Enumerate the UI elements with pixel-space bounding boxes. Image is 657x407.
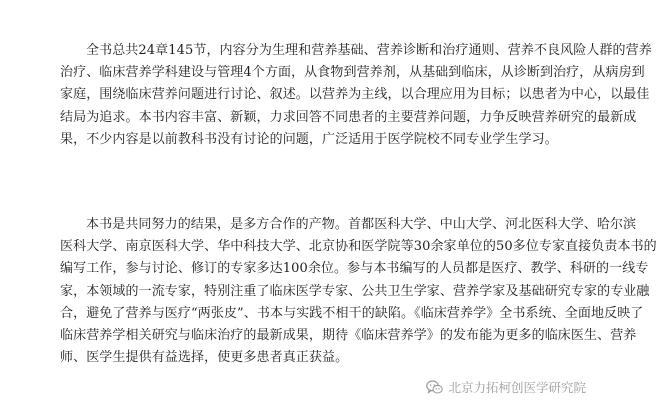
paragraph-contributors xyxy=(60,214,657,369)
paragraph-line: 家，本领域的一流专家，特别注重了临床医学专家、公共卫生学家、营养学家及基础研究专家的专业融 xyxy=(60,283,650,299)
watermark-text: 北京力拓柯创医学研究院 xyxy=(448,380,586,395)
paragraph-line: 临床营养学相关研究与临床治疗的最新成果，期待《临床营养学》的发布能为更多的临床医生、营养 xyxy=(60,328,637,344)
paragraph-line: 师、医学生提供有益选择，使更多患者真正获益。 xyxy=(60,350,349,366)
paragraph-line: 全书总共24章145节，内容分为生理和营养基础、营养诊断和治疗通则、营养不良风险人群的营养 xyxy=(86,43,652,58)
paragraph-line: 家庭，围绕临床营养问题进行讨论、叙述。以营养为主线，以合理应用为目标；以患者为中心，以最佳 xyxy=(60,87,650,103)
watermark xyxy=(426,378,586,396)
wechat-icon xyxy=(426,380,443,395)
paragraph-line: 结局为追求。本书内容丰富、新颖，力求回答不同患者的主要营养问题，力争反映营养研究的最新成 xyxy=(60,109,637,125)
paragraph-summary xyxy=(60,40,652,151)
paragraph-line: 本书是共同努力的结果，是多方合作的产物。首都医科大学、中山大学、河北医科大学、哈尔滨 xyxy=(86,217,637,232)
paragraph-line: 果，不少内容是以前教科书没有讨论的问题，广泛适用于医学院校不同专业学生学习。 xyxy=(60,131,558,147)
paragraph-line: 医科大学、南京医科大学、华中科技大学、北京协和医学院等30余家单位的50多位专家直接负责本书的 xyxy=(60,239,657,255)
paragraph-line: 治疗、临床营养学科建设与管理4个方面，从食物到营养剂，从基础到临床，从诊断到治疗，从病房到 xyxy=(60,65,645,81)
paragraph-line: 合，避免了营养与医疗“两张皮”、书本与实践不相干的缺陷。《临床营养学》全书系统、全面地反映了 xyxy=(60,305,644,321)
paragraph-line: 编写工作，参与讨论、修订的专家多达100余位。参与本书编写的人员都是医疗、教学、科研的一线专 xyxy=(60,261,649,277)
